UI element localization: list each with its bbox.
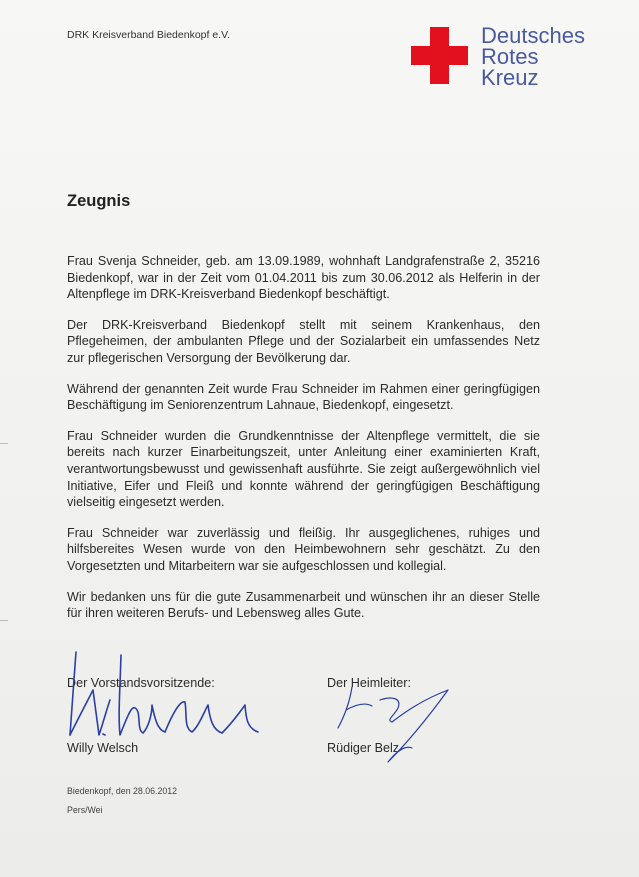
paragraph-2: Der DRK-Kreisverband Biedenkopf stellt mit seinem Krankenhaus, den Pflegeheimen, der ambulanten Pflege und der Sozialarbeit ein umfassendes Netz zur pflegerischen Versorgung der Bevölkerung dar. [67,317,540,365]
home-director-label: Der Heimleiter: [327,676,411,690]
logo-wordmark [481,25,585,88]
chairman-label: Der Vorstandsvorsitzende: [67,676,215,690]
fold-mark [0,443,8,444]
home-director-name: Rüdiger Belz [327,741,400,755]
sender-line: DRK Kreisverband Biedenkopf e.V. [67,29,231,41]
logo-line-2: Rotes [481,44,539,69]
paragraph-4: Frau Schneider wurden die Grundkenntnisse der Altenpflege vermittelt, die sie bereits nach kurzer Einarbeitungszeit, unter Anleitung einer examinierten Kraft, verantwortungsbewusst und gewissenhaft ausführte. Sie zeigt außergewöhnlich viel Initiative, Eifer und Fleiß und konnte während der geringfügigen Beschäftigung vielseitig eingesetzt werden. [67,428,540,510]
chairman-name: Willy Welsch [67,741,139,755]
chairman-signature [70,652,258,735]
logo-line-3: Kreuz [481,65,539,90]
red-cross-icon [411,27,468,84]
place-and-date: Biedenkopf, den 28.06.2012 [67,786,178,796]
paragraph-1: Frau Svenja Schneider, geb. am 13.09.1989, wohnhaft Landgrafenstraße 2, 35216 Biedenkopf, war in der Zeit vom 01.04.2011 bis zum 30.06.2012 als Helferin in der Altenpflege im DRK-Kreisverband Biedenkopf beschäftigt. [67,254,540,302]
paragraph-6: Wir bedanken uns für die gute Zusammenarbeit und wünschen ihr an dieser Stelle für ihren weiteren Berufs- und Lebensweg alles Gute. [67,589,540,621]
paragraph-3: Während der genannten Zeit wurde Frau Schneider im Rahmen einer geringfügigen Beschäftigung im Seniorenzentrum Lahnaue, Biedenkopf, eingesetzt. [67,381,540,413]
reference-code: Pers/Wei [67,805,103,815]
document-body [67,253,540,636]
logo-line-1: Deutsches [481,23,585,48]
drk-logo [411,25,585,88]
fold-mark [0,620,8,621]
paragraph-5: Frau Schneider war zuverlässig und fleißig. Ihr ausgeglichenes, ruhiges und hilfsbereites Wesen wurde von den Heimbewohnern sehr geschätzt. Zu den Vorgesetzten und Mitarbeitern war sie aufgeschlossen und kollegial. [67,525,540,573]
document-title: Zeugnis [67,192,131,210]
